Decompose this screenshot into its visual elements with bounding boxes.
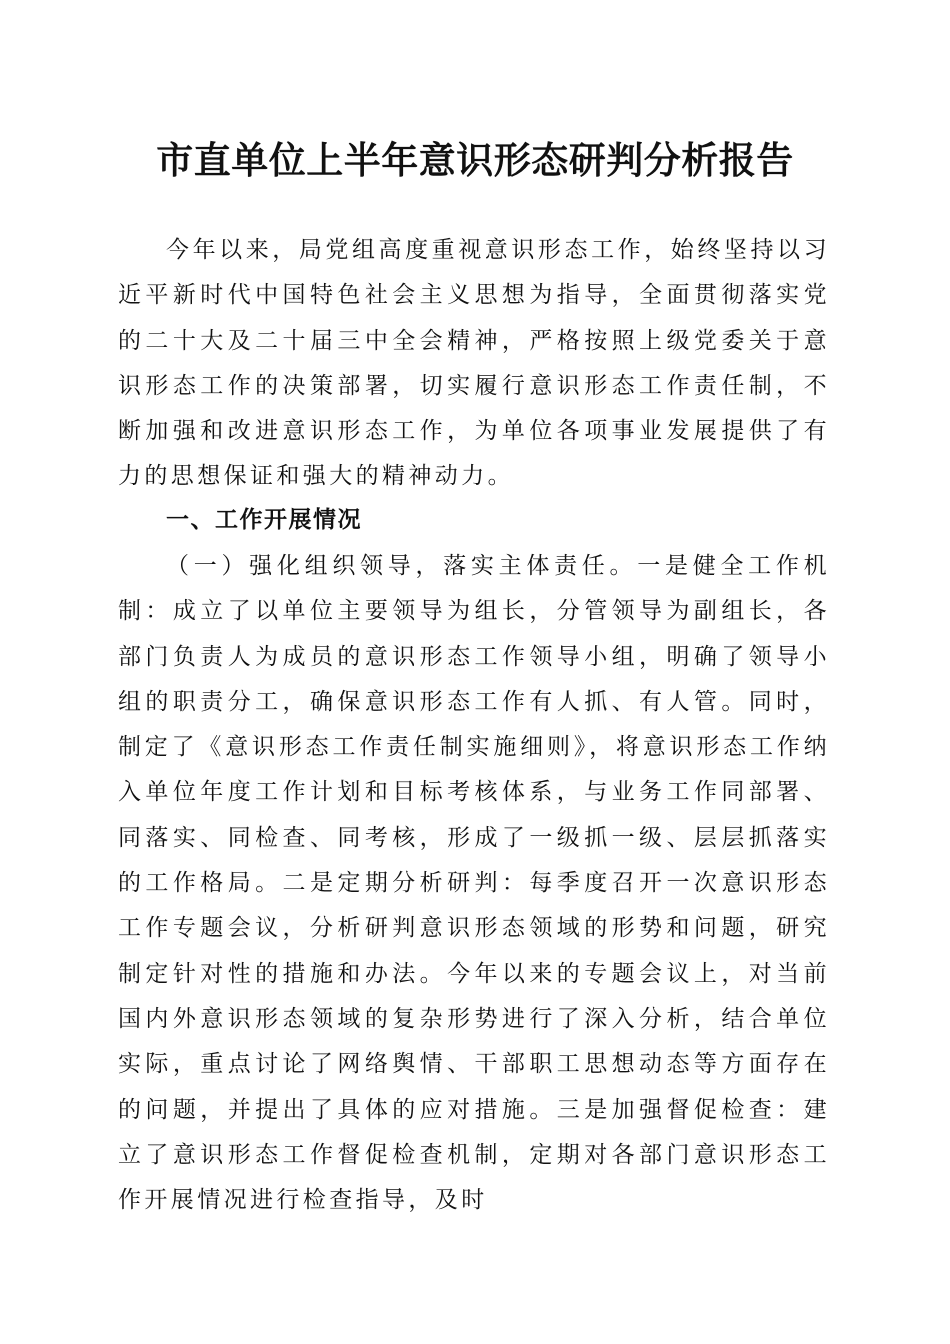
subsection-body: 一是健全工作机制：成立了以单位主要领导为组长，分管领导为副组长，各部门负责人为成员的意识形态工作领导小组，明确了领导小组的职责分工，确保意识形态工作有人抓、有人管。同时，制定了《意识形态工作责任制实施细则》，将意识形态工作纳入单位年度工作计划和目标考核体系，与业务工作同部署、同落实、同检查、同考核，形成了一级抓一级、层层抓落实的工作格局。二是定期分析研判：每季度召开一次意识形态工作专题会议，分析研判意识形态领域的形势和问题，研究制定针对性的措施和办法。今年以来的专题会议上，对当前国内外意识形态领域的复杂形势进行了深入分析，结合单位实际，重点讨论了网络舆情、干部职工思想动态等方面存在的问题，并提出了具体的应对措施。三是加强督促检查：建立了意识形态工作督促检查机制，定期对各部门意识形态工作开展情况进行检查指导，及时 bbox=[118, 553, 830, 1214]
intro-paragraph: 今年以来，局党组高度重视意识形态工作，始终坚持以习近平新时代中国特色社会主义思想为指导，全面贯彻落实党的二十大及二十届三中全会精神，严格按照上级党委关于意识形态工作的决策部署，切实履行意识形态工作责任制，不断加强和改进意识形态工作，为单位各项事业发展提供了有力的思想保证和强大的精神动力。 bbox=[118, 237, 830, 490]
section-heading: 一、工作开展情况 bbox=[166, 507, 362, 533]
subsection-heading: （一）强化组织领导，落实主体责任。 bbox=[166, 553, 638, 579]
subsection-paragraph bbox=[118, 544, 830, 1223]
document-title: 市直单位上半年意识形态研判分析报告 bbox=[156, 139, 794, 182]
